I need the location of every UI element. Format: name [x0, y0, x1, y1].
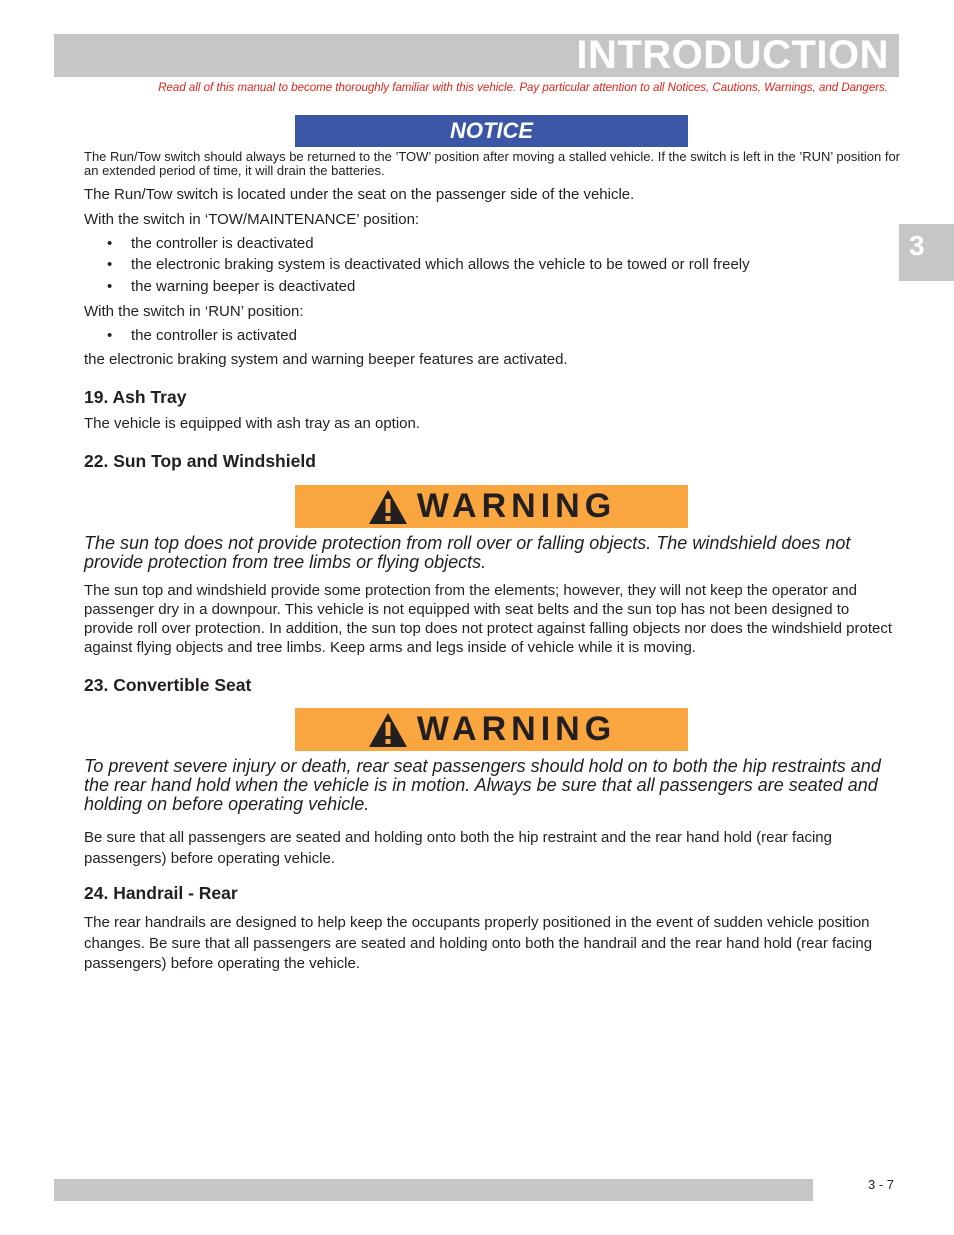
warning-triangle-icon: [367, 711, 409, 749]
run-intro: With the switch in ‘RUN’ position:: [84, 303, 304, 320]
page-title: INTRODUCTION: [576, 33, 889, 77]
ash-tray-text: The vehicle is equipped with ash tray as an option.: [84, 415, 421, 432]
tow-intro: With the switch in ‘TOW/MAINTENANCE’ position:: [84, 211, 420, 228]
list-item: the electronic braking system is deactivated which allows the vehicle to be towed or roll freely: [131, 256, 750, 273]
notice-text: The Run/Tow switch should always be returned to the ’TOW’ position after moving a stalled vehicle. If the switch is left in the ’RUN’ position for an extended period of time, it will drain the batteries.: [84, 149, 900, 178]
handrail-text: The rear handrails are designed to help keep the occupants properly positioned in the event of sudden vehicle position changes. Be sure that all passengers are seated and holding onto both the handrail and the rear hand hold (rear facing passengers) before operating the vehicle.: [84, 914, 873, 972]
list-item: the controller is activated: [131, 327, 297, 344]
warning-text: The sun top does not provide protection from roll over or falling objects. The windshield does not provide protection from tree limbs or flying objects.: [84, 533, 851, 572]
intro-note: Read all of this manual to become thoroughly familiar with this vehicle. Pay particular attention to all Notices, Cautions, Warnings, and Dangers.: [158, 82, 888, 94]
chapter-number: 3: [909, 230, 925, 261]
warning-banner: [295, 708, 688, 751]
run-tow-location: The Run/Tow switch is located under the seat on the passenger side of the vehicle.: [84, 186, 635, 203]
section-heading: 23. Convertible Seat: [84, 675, 252, 695]
warning-triangle-icon: [367, 488, 409, 526]
bullet-glyph: •: [107, 235, 113, 252]
header-bar: [54, 34, 899, 77]
convertible-seat-text: Be sure that all passengers are seated and holding onto both the hip restraint and the rear hand hold (rear facing passengers) before operating vehicle.: [84, 829, 832, 867]
warning-text: To prevent severe injury or death, rear seat passengers should hold on to both the hip restraints and the rear hand hold when the vehicle is in motion. Always be sure that all passengers are seated and holding on before operating vehicle.: [84, 756, 881, 814]
section-heading: 24. Handrail - Rear: [84, 883, 238, 903]
chapter-tab: [899, 224, 954, 281]
warning-label: WARNING: [416, 487, 617, 525]
list-item: the warning beeper is deactivated: [131, 278, 356, 295]
bullet-glyph: •: [107, 256, 113, 273]
notice-banner: NOTICE: [295, 115, 688, 147]
footer-bar: [54, 1179, 813, 1201]
run-closing: the electronic braking system and warning beeper features are activated.: [84, 351, 568, 368]
bullet-glyph: •: [107, 327, 113, 344]
sun-top-text: The sun top and windshield provide some protection from the elements; however, they will not keep the operator and passenger dry in a downpour. This vehicle is not equipped with seat belts and the sun top has not been designed to provide roll over protection. In addition, the sun top does not protect against falling objects nor does the windshield protect against flying objects and tree limbs. Keep arms and legs inside of vehicle while it is moving.: [84, 582, 892, 656]
page-number: 3 - 7: [868, 1177, 895, 1192]
warning-label: WARNING: [416, 710, 617, 748]
warning-banner: [295, 485, 688, 528]
section-heading: 19. Ash Tray: [84, 387, 187, 407]
section-heading: 22. Sun Top and Windshield: [84, 451, 316, 471]
list-item: the controller is deactivated: [131, 235, 314, 252]
bullet-glyph: •: [107, 278, 113, 295]
